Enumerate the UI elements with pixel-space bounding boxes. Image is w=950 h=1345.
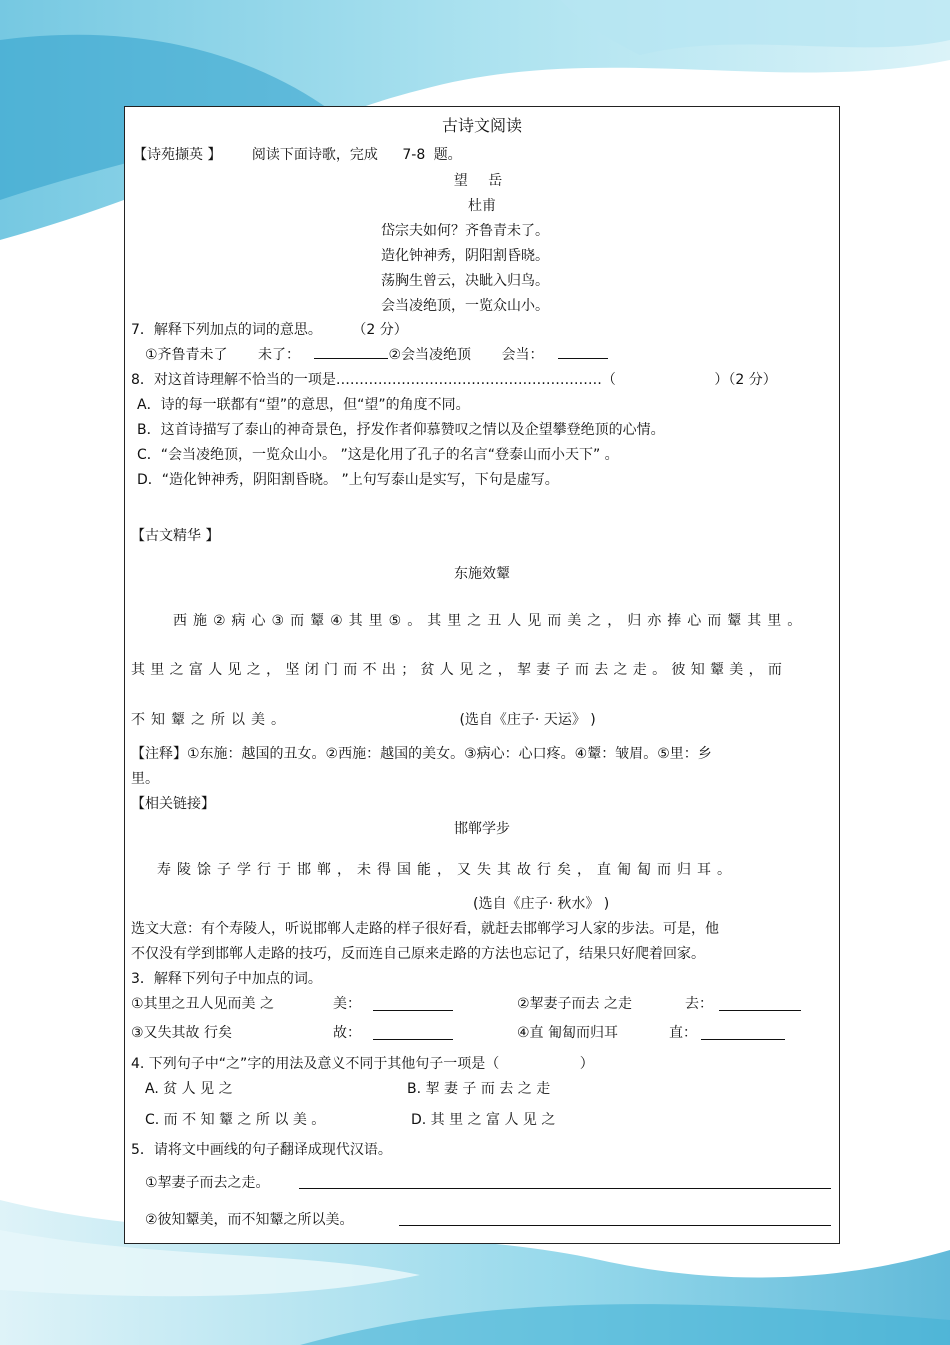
answer-blank-7-2[interactable]	[558, 344, 608, 359]
prose-paragraph: 西施②病心③而颦④其里⑤。其里之丑人见而美之，归亦捧心而颦其里。	[173, 613, 808, 629]
link-source: (选自《庄子· 秋水》 )	[473, 896, 610, 912]
question-3-item: ④直 匍匐而归耳 直：	[517, 1021, 618, 1046]
poem-instruction: 【诗苑撷英 】 阅读下面诗歌，完成 7-8 题。	[133, 147, 462, 163]
question-5-stem: 5．请将文中画线的句子翻译成现代汉语。	[131, 1142, 392, 1158]
poem-line: 荡胸生曾云，决眦入归鸟。	[381, 273, 549, 289]
prose-paragraph-end: 不知颦之所以美。 (选自《庄子· 天运》 )	[131, 712, 596, 728]
question-8-stem: 8．对这首诗理解不恰当的一项是…………………………………………………（ ）（2 分）	[131, 372, 777, 388]
question-4-option-c: C. 而 不 知 颦 之 所 以 美 。	[145, 1112, 326, 1128]
section-header-link: 【相关链接】	[131, 796, 215, 812]
question-3-item: ②挈妻子而去 之走 去：	[517, 992, 632, 1017]
question-8-option-c: C．“会当凌绝顶，一览众山小。 ”这是化用了孔子的名言“登泰山而小天下” 。	[137, 447, 619, 463]
page-title: 古诗文阅读	[441, 116, 522, 135]
poem-title: 望 岳	[453, 173, 511, 189]
poem-line: 岱宗夫如何？齐鲁青未了。	[381, 223, 549, 239]
question-4-option-b: B. 挈 妻 子 而 去 之 走	[407, 1081, 551, 1097]
question-4-option-d: D. 其 里 之 富 人 见 之	[411, 1112, 556, 1128]
poem-line: 会当凌绝顶，一览众山小。	[381, 298, 549, 314]
poem-author: 杜甫	[468, 198, 496, 214]
answer-blank-3-2[interactable]	[719, 996, 801, 1011]
question-8-option-a: A．诗的每一联都有“望”的意思，但“望”的角度不同。	[137, 397, 470, 413]
answer-line-5-2[interactable]	[399, 1225, 831, 1226]
summary-line: 不仅没有学到邯郸人走路的技巧，反而连自己原来走路的方法也忘记了，结果只好爬着回家。	[131, 946, 705, 962]
question-7-stem: 7．解释下列加点的词的意思。 （2 分）	[131, 322, 408, 338]
answer-line-5-1[interactable]	[299, 1188, 831, 1189]
question-5-item-2: ②彼知颦美，而不知颦之所以美。	[145, 1212, 354, 1228]
prose-source: (选自《庄子· 天运》 )	[459, 712, 596, 728]
answer-blank-7-1[interactable]	[314, 344, 388, 359]
poem-line: 造化钟神秀，阴阳割昏晓。	[381, 248, 549, 264]
question-3-item: ①其里之丑人见而美 之 美：	[131, 992, 274, 1017]
link-text: 寿陵馀子学行于邯郸，未得国能，又失其故行矣，直匍匐而归耳。	[157, 862, 737, 878]
question-8-option-b: B．这首诗描写了泰山的神奇景色，抒发作者仰慕赞叹之情以及企望攀登绝顶的心情。	[137, 422, 665, 438]
question-5-item-1: ①挈妻子而去之走。	[145, 1175, 270, 1191]
worksheet-page	[124, 106, 840, 1244]
section-header-prose: 【古文精华 】	[131, 528, 220, 544]
question-4-stem: 4. 下列句子中“之”字的用法及意义不同于其他句子一项是（ ）	[131, 1056, 594, 1072]
question-3-stem: 3．解释下列句子中加点的词。	[131, 971, 322, 987]
answer-blank-3-4[interactable]	[701, 1025, 785, 1040]
answer-blank-3-1[interactable]	[373, 996, 453, 1011]
notes-line: 【注释】①东施：越国的丑女。②西施：越国的美女。③病心：心口疼。④颦：皱眉。⑤里：乡	[131, 746, 712, 762]
prose-paragraph: 其里之富人见之，坚闭门而不出；贫人见之，挈妻子而去之走。彼知颦美，而	[131, 662, 788, 678]
link-title: 邯郸学步	[454, 821, 510, 837]
question-7-answers: ①齐鲁青未了 未了： ②会当凌绝顶 会当：	[145, 343, 608, 368]
question-3-item: ③又失其故 行矣 故：	[131, 1021, 232, 1046]
prose-title: 东施效颦	[454, 566, 510, 582]
summary-line: 选文大意：有个寿陵人，听说邯郸人走路的样子很好看，就赶去邯郸学习人家的步法。可是，他	[131, 921, 719, 937]
section-header-poem: 【诗苑撷英 】	[133, 147, 222, 163]
question-8-option-d: D．“造化钟神秀，阴阳割昏晓。 ”上句写泰山是实写，下句是虚写。	[137, 472, 559, 488]
notes-line: 里。	[131, 771, 159, 787]
question-4-option-a: A. 贫 人 见 之	[145, 1081, 233, 1097]
answer-blank-3-3[interactable]	[373, 1025, 453, 1040]
